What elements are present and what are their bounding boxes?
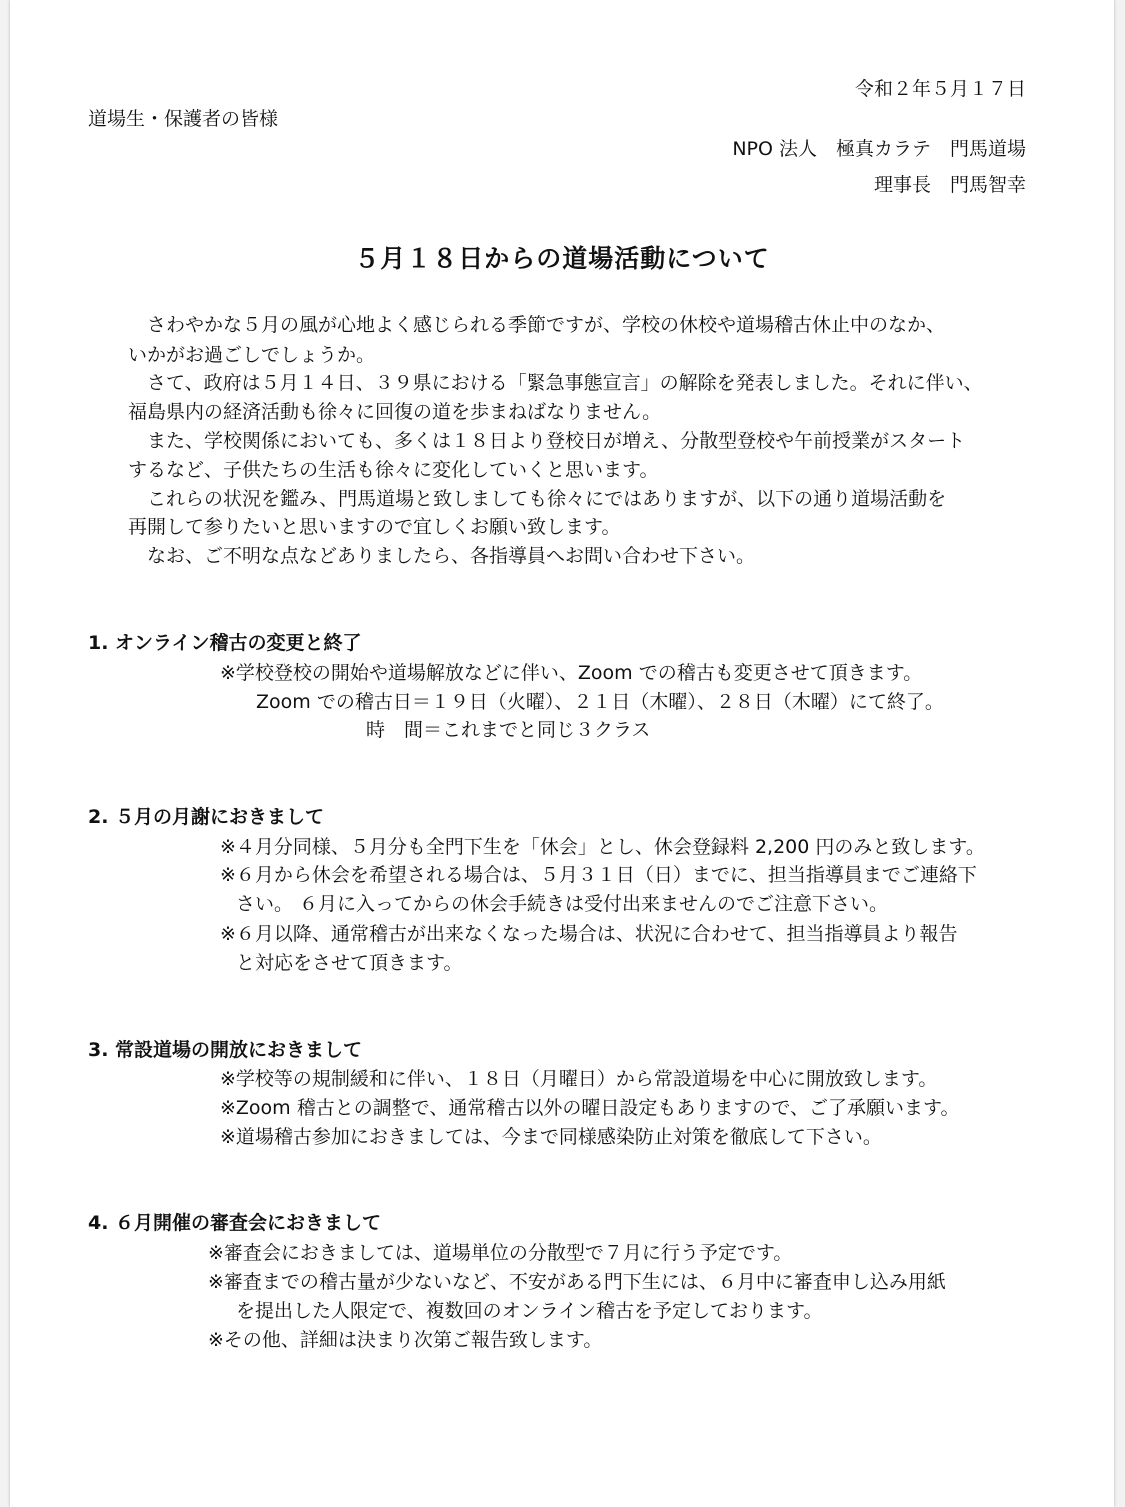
document-date: 令和２年５月１７日 xyxy=(854,78,1026,100)
intro-line: なお、ご不明な点などありましたら、各指導員へお問い合わせ下さい。 xyxy=(128,545,756,567)
section-line: ※その他、詳細は決まり次第ご報告致します。 xyxy=(208,1329,603,1351)
section-heading: 1. オンライン稽古の変更と終了 xyxy=(88,632,362,654)
intro-line: 福島県内の経済活動も徐々に回復の道を歩まねばなりません。 xyxy=(128,401,662,423)
intro-line: また、学校関係においても、多くは１８日より登校日が増え、分散型登校や午前授業がスタート xyxy=(128,430,966,452)
intro-line: 再開して参りたいと思いますので宜しくお願い致します。 xyxy=(128,516,621,538)
section-line: を提出した人限定で、複数回のオンライン稽古を予定しております。 xyxy=(236,1300,823,1322)
section-line: ※道場稽古参加におきましては、今まで同様感染防止対策を徹底して下さい。 xyxy=(220,1126,882,1148)
section-line: ※６月から休会を希望される場合は、５月３１日（日）までに、担当指導員までご連絡下 xyxy=(220,864,977,886)
section-line: 時 間＝これまでと同じ３クラス xyxy=(366,719,651,741)
section-line: さい。 ６月に入ってからの休会手続きは受付出来ませんのでご注意下さい。 xyxy=(236,893,889,915)
intro-line: いかがお過ごしでしょうか。 xyxy=(128,344,376,366)
section-heading: 2. ５月の月謝におきまして xyxy=(88,806,325,828)
section-line: ※Zoom 稽古との調整で、通常稽古以外の曜日設定もありますので、ご了承願います。 xyxy=(220,1097,960,1119)
section-line: と対応をさせて頂きます。 xyxy=(236,952,463,974)
section-line: ※審査までの稽古量が少ないなど、不安がある門下生には、６月中に審査申し込み用紙 xyxy=(208,1271,946,1293)
recipient: 道場生・保護者の皆様 xyxy=(88,108,279,130)
section-heading: 4. ６月開催の審査会におきまして xyxy=(88,1212,382,1234)
sender-representative: 理事長 門馬智幸 xyxy=(873,174,1026,196)
section-line: ※審査会におきましては、道場単位の分散型で７月に行う予定です。 xyxy=(208,1242,793,1264)
intro-line: さて、政府は５月１４日、３９県における「緊急事態宣言」の解除を発表しました。それに伴い、 xyxy=(128,372,983,394)
document-title: ５月１８日からの道場活動について xyxy=(354,244,770,273)
sender-organization: NPO 法人 極真カラテ 門馬道場 xyxy=(732,138,1026,160)
section-line: ※学校登校の開始や道場解放などに伴い、Zoom での稽古も変更させて頂きます。 xyxy=(220,662,923,684)
section-line: ※４月分同様、５月分も全門下生を「休会」とし、休会登録料 2,200 円のみと致します。 xyxy=(220,836,985,858)
section-line: ※６月以降、通常稽古が出来なくなった場合は、状況に合わせて、担当指導員より報告 xyxy=(220,923,958,945)
section-line: ※学校等の規制緩和に伴い、１８日（月曜日）から常設道場を中心に開放致します。 xyxy=(220,1068,938,1090)
intro-line: これらの状況を鑑み、門馬道場と致しましても徐々にではありますが、以下の通り道場活動を xyxy=(128,488,947,510)
section-line: Zoom での稽古日＝１９日（火曜）、２１日（木曜）、２８日（木曜）にて終了。 xyxy=(256,691,944,713)
section-heading: 3. 常設道場の開放におきまして xyxy=(88,1039,363,1061)
intro-line: するなど、子供たちの生活も徐々に変化していくと思います。 xyxy=(128,459,659,481)
intro-line: さわやかな５月の風が心地よく感じられる季節ですが、学校の休校や道場稽古休止中のなか、 xyxy=(128,314,946,336)
document-page xyxy=(10,0,1114,1507)
